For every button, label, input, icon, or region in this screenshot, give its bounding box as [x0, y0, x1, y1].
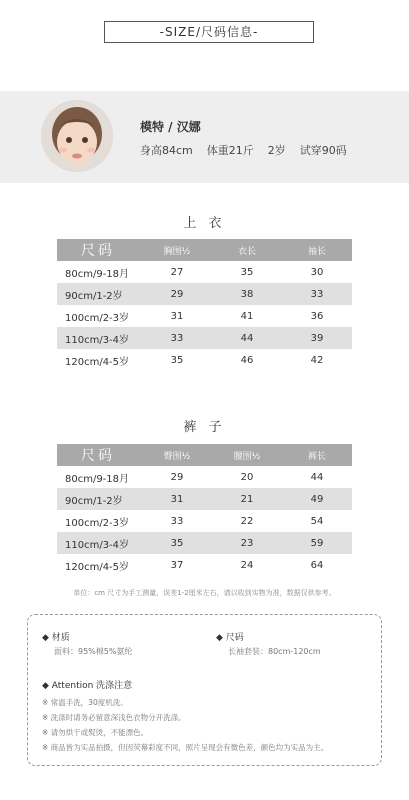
section-header: -SIZE/尺码信息- [104, 21, 314, 43]
material-label: ◆ 材质 [42, 633, 70, 643]
table-cell: 35 [142, 532, 212, 554]
table-cell: 39 [282, 327, 352, 349]
pants-title: 裤 子 [183, 420, 226, 435]
tops-size-table [57, 239, 352, 371]
table-row [57, 466, 352, 488]
size-cell: 90cm/1-2岁 [57, 283, 142, 305]
table-cell: 27 [170, 266, 184, 278]
size-cell: 120cm/4-5岁 [65, 356, 130, 368]
size-cell: 90cm/1-2岁 [57, 488, 142, 510]
column-header: 袖长 [282, 239, 352, 261]
column-header: 臀围½ [142, 444, 212, 466]
table-cell: 23 [212, 532, 282, 554]
table-header-row [57, 239, 352, 261]
table-cell: 24 [240, 559, 254, 571]
table-cell: 44 [212, 327, 282, 349]
column-header: 衣长 [212, 239, 282, 261]
table-cell: 35 [240, 266, 254, 278]
table-cell: 37 [170, 559, 184, 571]
size-cell: 100cm/2-3岁 [65, 517, 130, 529]
table-cell: 41 [240, 310, 254, 322]
size-cell: 110cm/3-4岁 [57, 327, 142, 349]
table-cell: 46 [240, 354, 254, 366]
pants-size-table [57, 444, 352, 576]
table-row [57, 283, 352, 305]
table-cell: 38 [212, 283, 282, 305]
care-line: ※ 常温手洗，30度机洗。 [42, 698, 128, 707]
table-cell: 49 [282, 488, 352, 510]
care-line: ※ 洗涤时请务必留意深浅色衣物分开洗涤。 [42, 713, 186, 722]
table-cell: 35 [170, 354, 184, 366]
tops-title: 上 衣 [183, 216, 226, 231]
table-cell: 21 [212, 488, 282, 510]
column-header: 胸围½ [142, 239, 212, 261]
care-line: ※ 商品皆为实品拍摄，但因荧幕彩度不同，照片呈现会有微色差，颜色均为实品为主。 [42, 743, 329, 752]
table-cell: 42 [310, 354, 324, 366]
table-row [57, 327, 352, 349]
size-cell: 110cm/3-4岁 [57, 532, 142, 554]
table-cell: 33 [142, 327, 212, 349]
size-cell: 120cm/4-5岁 [65, 561, 130, 573]
table-cell: 31 [170, 310, 184, 322]
table-cell: 36 [310, 310, 324, 322]
table-cell: 33 [170, 515, 184, 527]
table-cell: 64 [310, 559, 324, 571]
table-row [57, 488, 352, 510]
table-header-row [57, 444, 352, 466]
table-row [57, 305, 352, 327]
table-cell: 22 [240, 515, 254, 527]
size-cell: 80cm/9-18月 [65, 473, 130, 485]
column-header: 腰围½ [212, 444, 282, 466]
model-fit: 试穿90码 [299, 144, 347, 157]
size-value: 长袖套装：80cm-120cm [228, 647, 321, 656]
model-weight: 体重21斤 [206, 144, 254, 157]
table-cell: 59 [282, 532, 352, 554]
model-avatar [41, 100, 113, 172]
measurement-note: 单位：cm 尺寸为手工测量，误差1-2厘米左右，请以收到实物为准，数据仅供参考。 [73, 589, 336, 597]
size-cell: 100cm/2-3岁 [65, 312, 130, 324]
table-cell: 29 [142, 283, 212, 305]
table-cell: 33 [282, 283, 352, 305]
table-cell: 20 [240, 471, 254, 483]
size-label: ◆ 尺码 [216, 633, 244, 643]
column-header: 裤长 [282, 444, 352, 466]
table-row [57, 510, 352, 532]
table-cell: 44 [310, 471, 324, 483]
size-cell: 80cm/9-18月 [65, 268, 130, 280]
table-row [57, 554, 352, 576]
model-height: 身高84cm [140, 144, 193, 157]
model-age: 2岁 [267, 144, 286, 157]
care-line: ※ 请勿烘干或熨烫，不能漂色。 [42, 728, 149, 737]
table-row [57, 261, 352, 283]
model-stats [140, 142, 361, 158]
table-cell: 29 [170, 471, 184, 483]
attention-label: ◆ Attention 洗涤注意 [42, 681, 133, 691]
table-cell: 54 [310, 515, 324, 527]
column-header: 尺码 [57, 239, 142, 261]
model-name: 模特 / 汉娜 [140, 120, 201, 134]
table-cell: 31 [142, 488, 212, 510]
column-header: 尺码 [57, 444, 142, 466]
table-row [57, 532, 352, 554]
material-value: 面料：95%棉5%氨纶 [54, 647, 133, 656]
table-row [57, 349, 352, 371]
table-cell: 30 [310, 266, 324, 278]
